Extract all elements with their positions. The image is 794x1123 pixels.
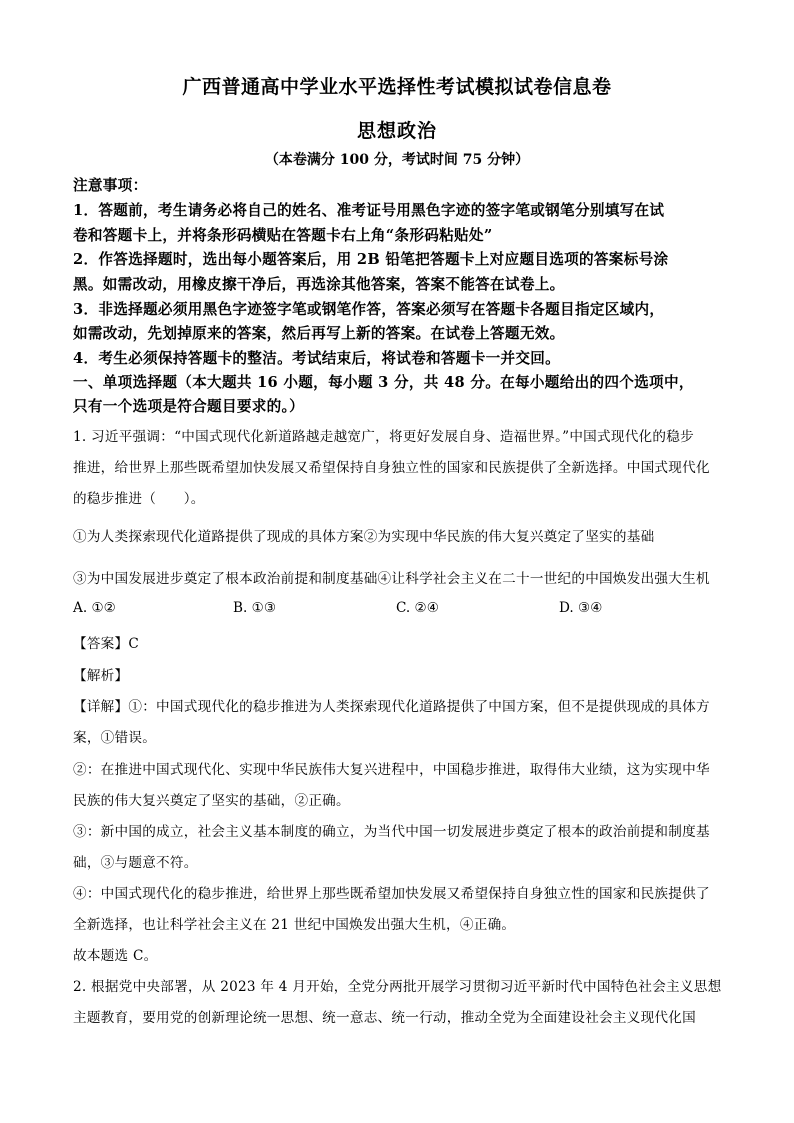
explanation-line: ②：在推进中国式现代化、实现中华民族伟大复兴进程中，中国稳步推进，取得伟大业绩，这为实现中华 (73, 762, 710, 778)
notice-line: 卷和答题卡上，并将条形码横贴在答题卡右上角“条形码粘贴处” (73, 227, 493, 244)
section-heading: 只有一个选项是符合题目要求的。） (73, 398, 305, 415)
notice-line: 黑。如需改动，用橡皮擦干净后，再选涂其他答案，答案不能答在试卷上。 (73, 276, 565, 293)
explanation-line: 【详解】①：中国式现代化的稳步推进为人类探索现代化道路提供了中国方案，但不是提供现成的具体方 (73, 699, 710, 715)
explanation-line: 故本题选 C。 (73, 948, 158, 964)
notice-heading: 注意事项： (73, 177, 148, 194)
notice-line: 1．答题前，考生请务必将自己的姓名、准考证号用黑色字迹的签字笔或钢笔分别填写在试 (73, 202, 665, 219)
question-stem: 2. 根据党中央部署，从 2023 年 4 月开始，全党分两批开展学习贯彻习近平新时代中国特色社会主义思想 (73, 979, 722, 995)
explanation-line: 案，①错误。 (73, 730, 157, 746)
question-stem: 的稳步推进（ ）。 (73, 491, 205, 507)
exam-title: 广西普通高中学业水平选择性考试模拟试卷信息卷 (182, 76, 612, 98)
notice-line: 3．非选择题必须用黑色字迹签字笔或钢笔作答，答案必须写在答题卡各题目指定区域内， (73, 301, 665, 318)
explanation-line: 民族的伟大复兴奠定了坚实的基础，②正确。 (73, 793, 350, 809)
statement-line: ③为中国发展进步奠定了根本政治前提和制度基础④让科学社会主义在二十一世纪的中国焕发出强大生机 (73, 571, 710, 587)
notice-line: 如需改动，先划掉原来的答案，然后再写上新的答案。在试卷上答题无效。 (73, 325, 565, 342)
question-stem: 1. 习近平强调：“中国式现代化新道路越走越宽广，将更好发展自身、造福世界。”中国式现代化的稳步 (73, 429, 694, 445)
exam-note: （本卷满分 100 分，考试时间 75 分钟） (264, 152, 530, 168)
explanation-line: ③：新中国的成立，社会主义基本制度的确立，为当代中国一切发展进步奠定了根本的政治前提和制度基 (73, 824, 710, 840)
option-c: C. ②④ (396, 600, 439, 616)
statement-line: ①为人类探索现代化道路提供了现成的具体方案②为实现中华民族的伟大复兴奠定了坚实的基础 (73, 529, 655, 545)
option-d: D. ③④ (559, 600, 603, 616)
option-a: A. ①② (73, 600, 116, 616)
section-heading: 一、单项选择题（本大题共 16 小题，每小题 3 分，共 48 分。在每小题给出的四个选项中， (73, 374, 694, 391)
explanation-line: 础，③与题意不符。 (73, 855, 198, 871)
option-b: B. ①③ (233, 600, 277, 616)
question-stem: 推进，给世界上那些既希望加快发展又希望保持自身独立性的国家和民族提供了全新选择。中国式现代化 (73, 460, 710, 476)
analysis-label: 【解析】 (73, 668, 129, 684)
notice-line: 4．考生必须保持答题卡的整洁。考试结束后，将试卷和答题卡一并交回。 (73, 350, 561, 367)
subject-title: 思想政治 (356, 120, 437, 142)
explanation-line: ④：中国式现代化的稳步推进，给世界上那些既希望加快发展又希望保持自身独立性的国家和民族提供了 (73, 886, 710, 902)
question-stem: 主题教育，要用党的创新理论统一思想、统一意志、统一行动，推动全党为全面建设社会主义现代化国 (73, 1010, 696, 1026)
notice-line: 2．作答选择题时，选出每小题答案后，用 2B 铅笔把答题卡上对应题目选项的答案标号涂 (73, 251, 669, 268)
explanation-line: 全新选择，也让科学社会主义在 21 世纪中国焕发出强大生机，④正确。 (73, 917, 516, 933)
answer-line: 【答案】C (73, 636, 140, 652)
